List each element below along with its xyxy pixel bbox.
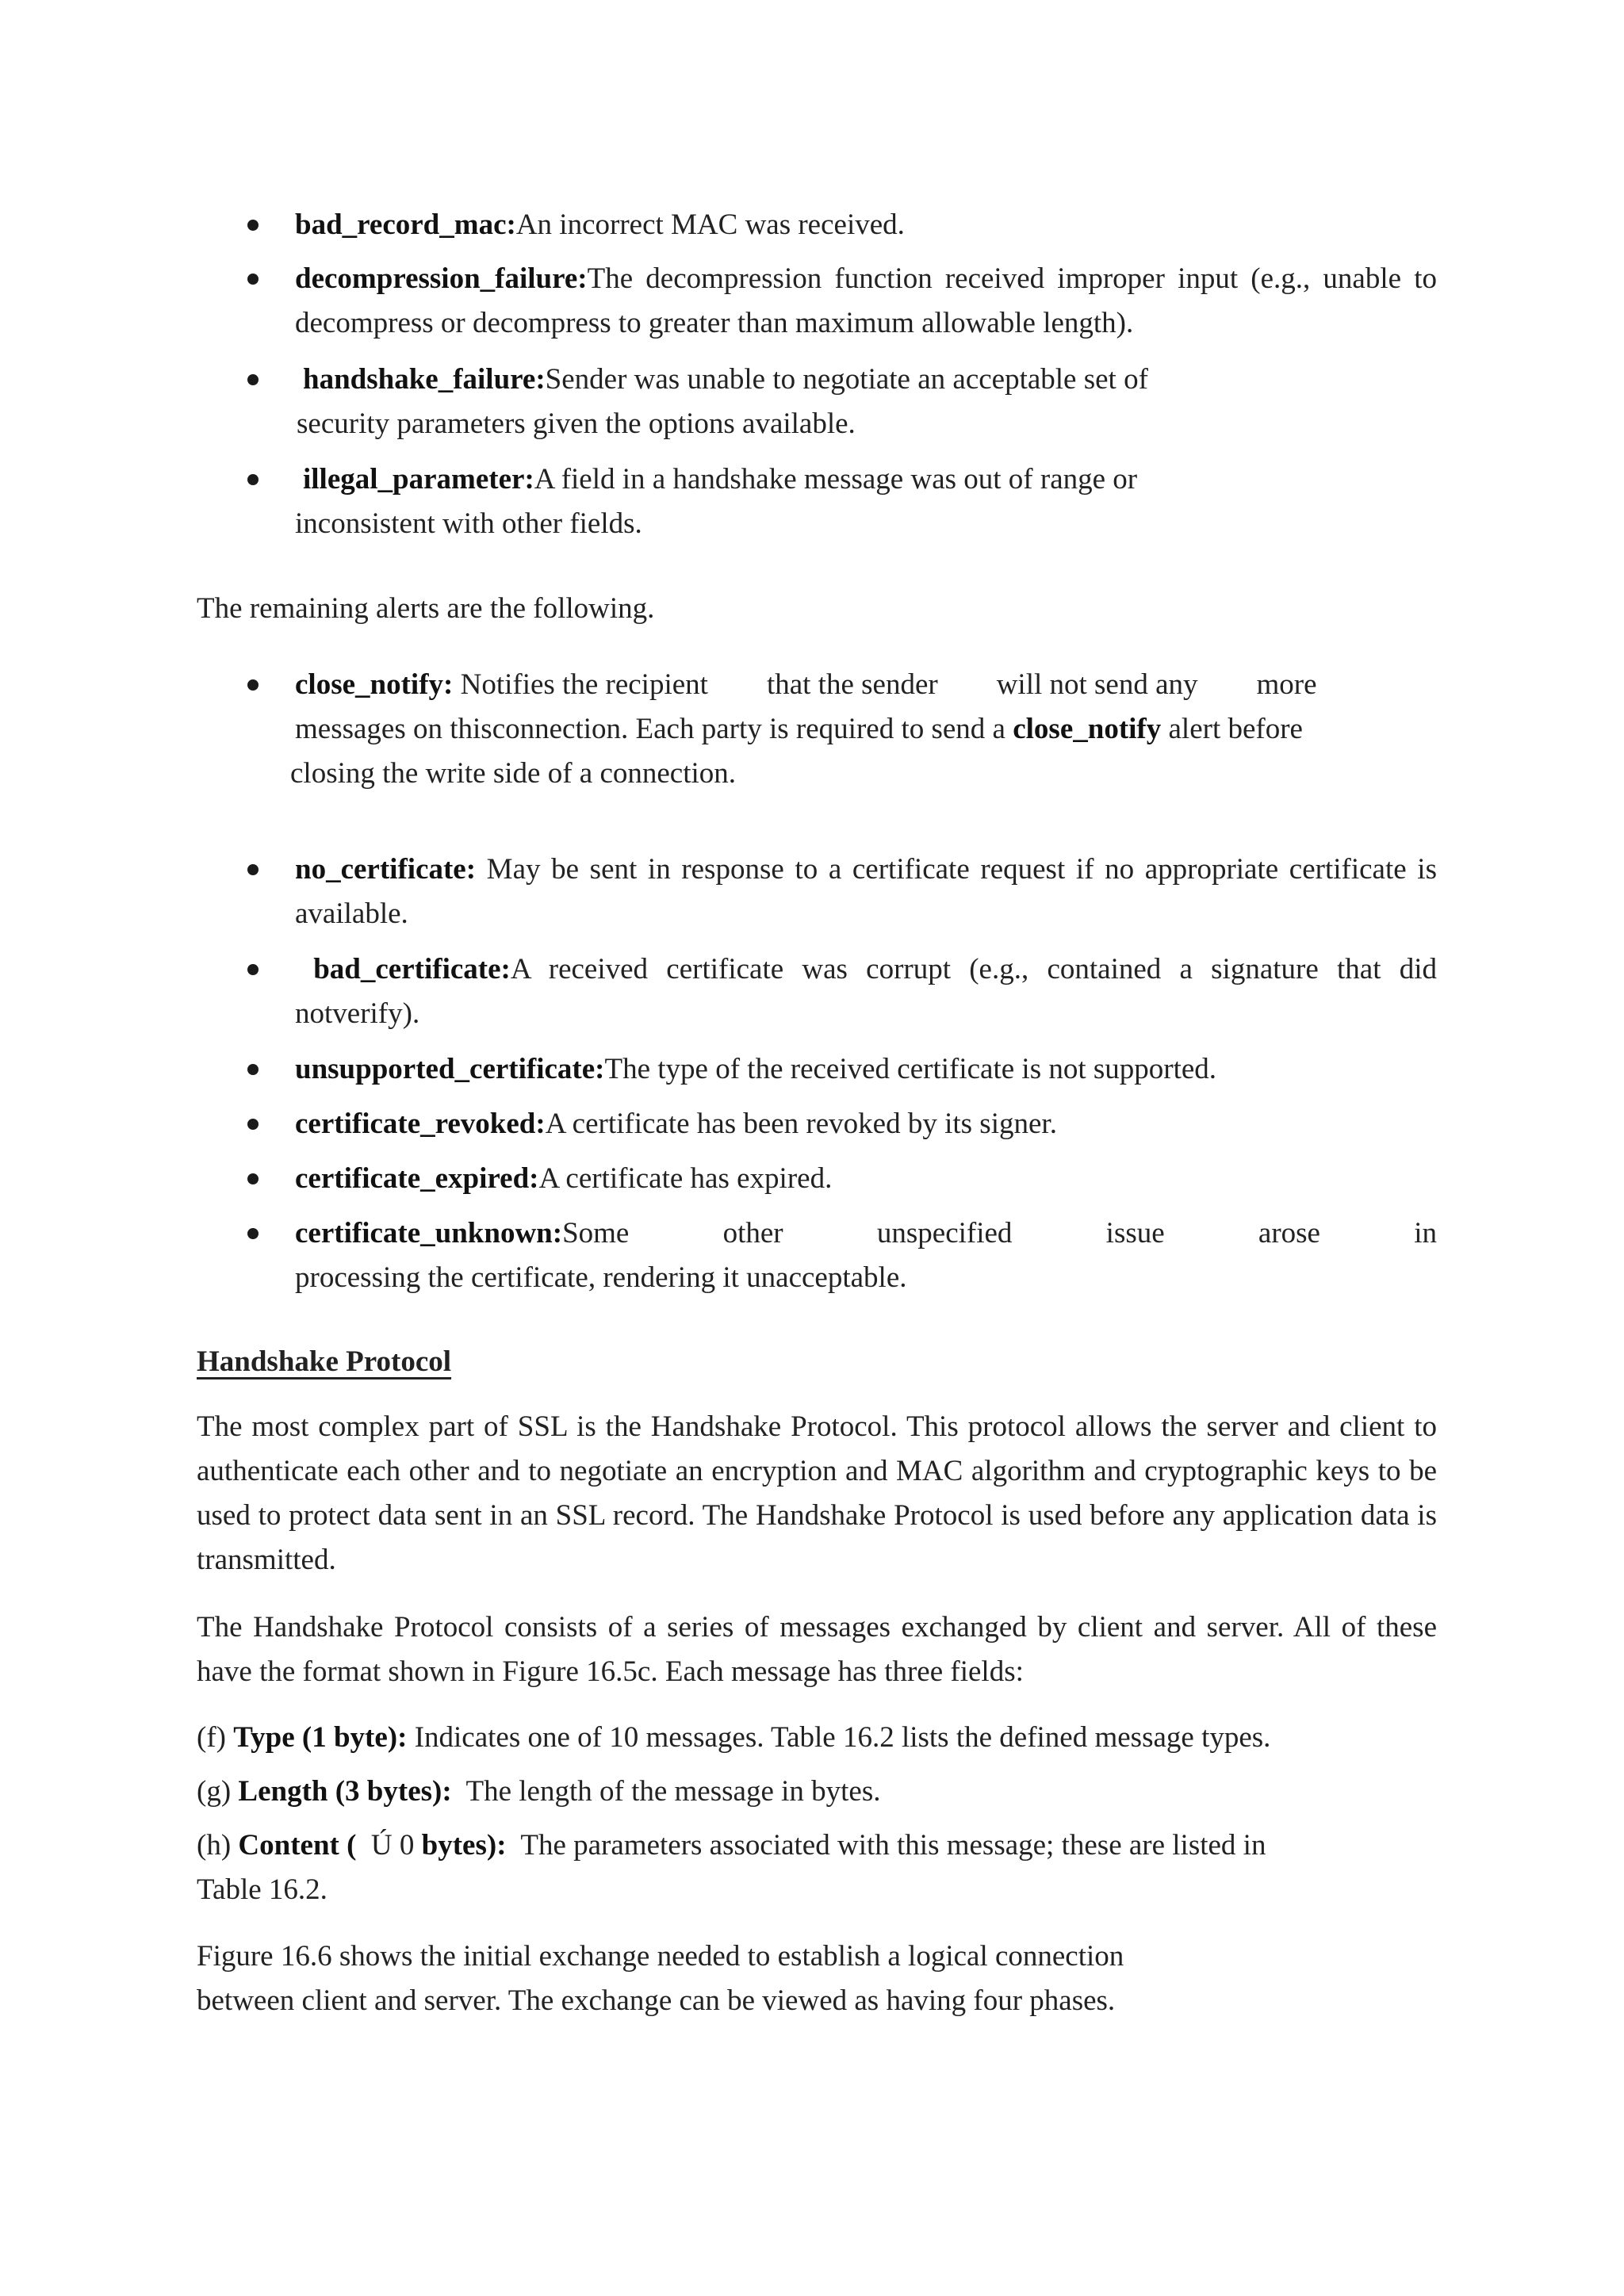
alert-item-certificate-revoked	[295, 1102, 1437, 1146]
field-term: Length (3 bytes):	[238, 1775, 452, 1808]
field-length	[197, 1770, 1437, 1814]
alert-item-decompression-failure	[295, 257, 1437, 346]
figure-reference-paragraph	[197, 1934, 1437, 2023]
alert-term: illegal_parameter:	[303, 463, 534, 496]
bullet-icon	[247, 220, 259, 231]
alert-desc-line2c: alert before	[1161, 713, 1303, 745]
alert-item-unsupported-certificate	[295, 1047, 1437, 1092]
field-desc-line2: Table 16.2.	[197, 1873, 327, 1906]
alert-term: certificate_expired:	[295, 1162, 539, 1195]
alert-item-bad-certificate	[295, 947, 1437, 1036]
bullet-icon	[247, 1173, 259, 1184]
alert-desc-line2: inconsistent with other fields.	[295, 507, 642, 540]
field-term-2: bytes):	[421, 1829, 507, 1862]
field-prefix: (f)	[197, 1721, 234, 1754]
paragraph-line2: between client and server. The exchange can be viewed as having four phases.	[197, 1984, 1116, 2017]
handshake-format-paragraph: The Handshake Protocol consists of a series of messages exchanged by client and server. All of these have the format shown in Figure 16.5c. Each message has three fields:	[197, 1611, 1437, 1688]
field-prefix: (h)	[197, 1829, 239, 1862]
field-prefix: (g)	[197, 1775, 239, 1808]
alert-term: decompression_failure:	[295, 262, 588, 295]
field-desc: The length of the message in bytes.	[451, 1775, 881, 1808]
alert-term: bad_certificate:	[313, 953, 511, 985]
alert-item-handshake-failure	[297, 358, 1445, 446]
section-heading: Handshake Protocol	[197, 1345, 452, 1378]
alert-desc: A received certificate was corrupt (e.g., contained a signature that did notverify).	[295, 953, 1438, 1030]
alert-item-bad-record-mac	[295, 203, 1437, 247]
field-desc-line1: The parameters associated with this message; these are listed in	[506, 1829, 1266, 1862]
close-notify-term-inline: close_notify	[1013, 713, 1162, 745]
alert-desc: The type of the received certificate is not supported.	[604, 1053, 1217, 1085]
alert-term: unsupported_certificate:	[295, 1053, 605, 1085]
alert-item-close-notify	[290, 663, 1437, 796]
alert-desc: An incorrect MAC was received.	[515, 209, 905, 241]
alert-desc-line1: A field in a handshake message was out of range or	[534, 463, 1138, 496]
alert-term: close_notify:	[295, 668, 454, 701]
field-term: Type (1 byte):	[233, 1721, 408, 1754]
handshake-intro-paragraph: The most complex part of SSL is the Handshake Protocol. This protocol allows the server and client to authenticate each other and to negotiate an encryption and MAC algorithm and cryptographic keys to be used to protect data sent in an SSL record. The Handshake Protocol is used before any application data is transmitted.	[197, 1410, 1437, 1576]
alert-desc: The decompression function received improper input (e.g., unable to decompress or decompress to greater than maximum allowable length).	[295, 262, 1437, 339]
bullet-icon	[247, 1119, 259, 1130]
alert-item-certificate-unknown	[295, 1211, 1437, 1300]
bullet-icon	[247, 864, 259, 875]
alert-term: certificate_revoked:	[295, 1108, 546, 1140]
bullet-icon	[247, 474, 259, 485]
alert-term: handshake_failure:	[303, 363, 546, 396]
field-term: Content (	[238, 1829, 357, 1862]
alert-item-illegal-parameter	[295, 457, 1445, 546]
alert-term: bad_record_mac:	[295, 209, 516, 241]
alert-desc-line2: security parameters given the options available.	[297, 408, 856, 440]
alert-desc-line2: processing the certificate, rendering it unacceptable.	[295, 1261, 907, 1294]
alert-term: no_certificate:	[295, 853, 477, 886]
alert-desc-line3: closing the write side of a connection.	[290, 757, 737, 790]
bullet-icon	[247, 1228, 259, 1239]
bullet-icon	[247, 374, 259, 385]
field-symbol: Ú 0	[356, 1829, 422, 1862]
bullet-icon	[247, 274, 259, 285]
bullet-icon	[247, 1064, 259, 1075]
remaining-alerts-intro: The remaining alerts are the following.	[197, 592, 655, 625]
field-desc: Indicates one of 10 messages. Table 16.2 lists the defined message types.	[407, 1721, 1271, 1754]
alert-desc: A certificate has expired.	[538, 1162, 833, 1195]
alert-desc-line1: Sender was unable to negotiate an acceptable set of	[545, 363, 1148, 396]
alert-item-no-certificate	[295, 848, 1437, 936]
paragraph-line1: Figure 16.6 shows the initial exchange needed to establish a logical connection	[197, 1940, 1124, 1973]
field-type	[197, 1716, 1437, 1760]
alert-desc: May be sent in response to a certificate request if no appropriate certificate is available.	[295, 853, 1437, 930]
alert-item-certificate-expired	[295, 1157, 1437, 1201]
field-content	[197, 1823, 1437, 1912]
alert-desc-line1: Notifies the recipient that the sender will not send any more	[460, 668, 1317, 701]
alert-desc: A certificate has been revoked by its signer.	[545, 1108, 1057, 1140]
bullet-icon	[247, 964, 259, 975]
alert-desc-line2a: messages on thisconnection. Each party is required to send a	[295, 713, 1013, 745]
alert-desc-line1: Some other unspecified issue arose in	[562, 1217, 1437, 1249]
alert-term: certificate_unknown:	[295, 1217, 563, 1249]
bullet-icon	[247, 679, 259, 691]
